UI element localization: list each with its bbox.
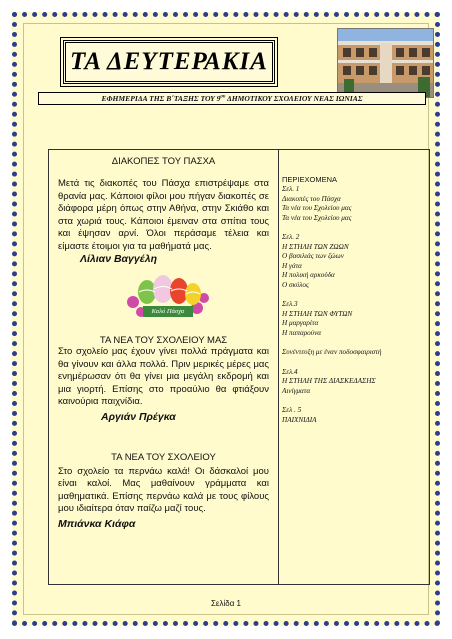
- toc-item: Η μαργαρίτα: [282, 319, 319, 327]
- easter-eggs-image: [127, 272, 209, 322]
- subtitle-part-2: ΔΗΜΟΤΙΚΟΥ ΣΧΟΛΕΙΟΥ ΝΕΑΣ ΙΩΝΙΑΣ: [225, 94, 363, 103]
- content-table: [48, 149, 430, 585]
- toc-item: Σελ.3: [282, 300, 298, 308]
- school-building-photo: [337, 28, 434, 98]
- article-1-body: Μετά τις διακοπές του Πάσχα επιστρέψαμε στα θρανία μας. Κάποιοι φίλοι μου πήγαν διακοπές σε διάφορα μέρη όπως στην Αθήνα, στην Σκιάθο και στα χωριά τους. Κάποιοι έμειναν στα σπίτια τους και έψησαν αρνί. Όλοι περάσαμε τέλεια και είμαστε έτοιμοι για τα μαθήματά μας.: [58, 178, 269, 252]
- toc-item: Συνέντευξη με έναν ποδοσφαιριστή: [282, 348, 382, 356]
- toc-item: Η ΣΤΗΛΗ ΤΩΝ ΦΥΤΩΝ: [282, 309, 353, 318]
- toc-item: ΠΑΙΧΝΙΔΙΑ: [282, 415, 317, 424]
- toc-item: Η παπαρούνα: [282, 328, 322, 337]
- toc-item: Αινίγματα: [282, 386, 311, 395]
- toc-item: Ο σκύλος: [282, 280, 309, 289]
- toc-item: Σελ.4: [282, 367, 298, 376]
- easter-card-caption: Καλό Πάσχα: [151, 308, 185, 315]
- toc-item: Η ΣΤΗΛΗ ΤΩΝ ΖΩΩΝ: [282, 242, 349, 251]
- toc-list: [282, 185, 428, 425]
- subtitle-part-1: ΕΦΗΜΕΡΙΔΑ ΤΗΣ Β΄ΤΑΞΗΣ ΤΟΥ 9: [101, 94, 221, 103]
- article-2-body: Στο σχολείο μας έχουν γίνει πολλά πράγματα και θα γίνουν και άλλα πολλά. Πριν μερικές μέρες μας ενημέρωσαν ότι θα γίνει μια μεγάλη εκδρομή και μια γιορτή. Επίσης στο προαύλιο θα φτιάξουν καινούρια παιχνίδια.: [58, 346, 269, 407]
- toc-item: Η γάτα: [282, 261, 302, 270]
- table-of-contents: [282, 150, 428, 425]
- subtitle-superscript: ου: [220, 94, 226, 100]
- toc-item: Σελ . 5: [282, 406, 302, 414]
- toc-item: Η ΣΤΗΛΗ ΤΗΣ ΔΙΑΣΚΕΔΑΣΗΣ: [282, 377, 376, 385]
- article-2-heading: ΤΑ ΝΕΑ ΤΟΥ ΣΧΟΛΕΙΟΥ ΜΑΣ: [99, 335, 228, 346]
- newspaper-title-box: [63, 40, 275, 84]
- article-1-heading: ΔΙΑΚΟΠΕΣ ΤΟΥ ΠΑΣΧΑ: [111, 156, 216, 167]
- article-1-author: Λίλιαν Βαγγέλη: [80, 253, 157, 265]
- toc-item: Η πολική αρκούδα: [282, 271, 335, 279]
- article-3-body: Στο σχολείο τα περνάω καλά! Οι δάσκαλοί μου είναι καλοί. Μας μαθαίνουν γράμματα και μαθηματικά. Επίσης περνάω καλά με τους φίλους μου ιδιαίτερα όταν παίζω μαζί τους.: [58, 465, 269, 514]
- toc-gap: [282, 290, 428, 300]
- article-3-heading: ΤΑ ΝΕΑ ΤΟΥ ΣΧΟΛΕΙΟΥ: [111, 451, 216, 463]
- article-2-author: Αργιάν Πρέγκα: [101, 410, 176, 423]
- toc-item: Τα νέα του Σχολείου μας: [282, 204, 352, 212]
- newspaper-subtitle: [38, 92, 426, 105]
- toc-gap: [282, 223, 428, 233]
- toc-gap: [282, 338, 428, 348]
- articles-column: [49, 150, 278, 530]
- column-divider: [278, 150, 279, 584]
- toc-title: ΠΕΡΙΕΧΟΜΕΝΑ: [282, 175, 338, 184]
- article-3-author: Μπιάνκα Κιάφα: [58, 517, 136, 530]
- toc-item: Διακοπές του Πάσχα: [282, 194, 341, 203]
- toc-item: Σελ. 2: [282, 233, 300, 241]
- toc-gap: [282, 396, 428, 406]
- toc-item: Σελ. 1: [282, 185, 300, 193]
- toc-item: Τα νέα του Σχολείου μας: [282, 213, 352, 222]
- toc-item: Ο βασιλιάς των ζώων: [282, 252, 344, 260]
- toc-gap: [282, 358, 428, 368]
- page-number: Σελίδα 1: [210, 599, 242, 608]
- newspaper-title: ΤΑ ΔΕΥΤΕΡΑΚΙΑ: [70, 48, 268, 75]
